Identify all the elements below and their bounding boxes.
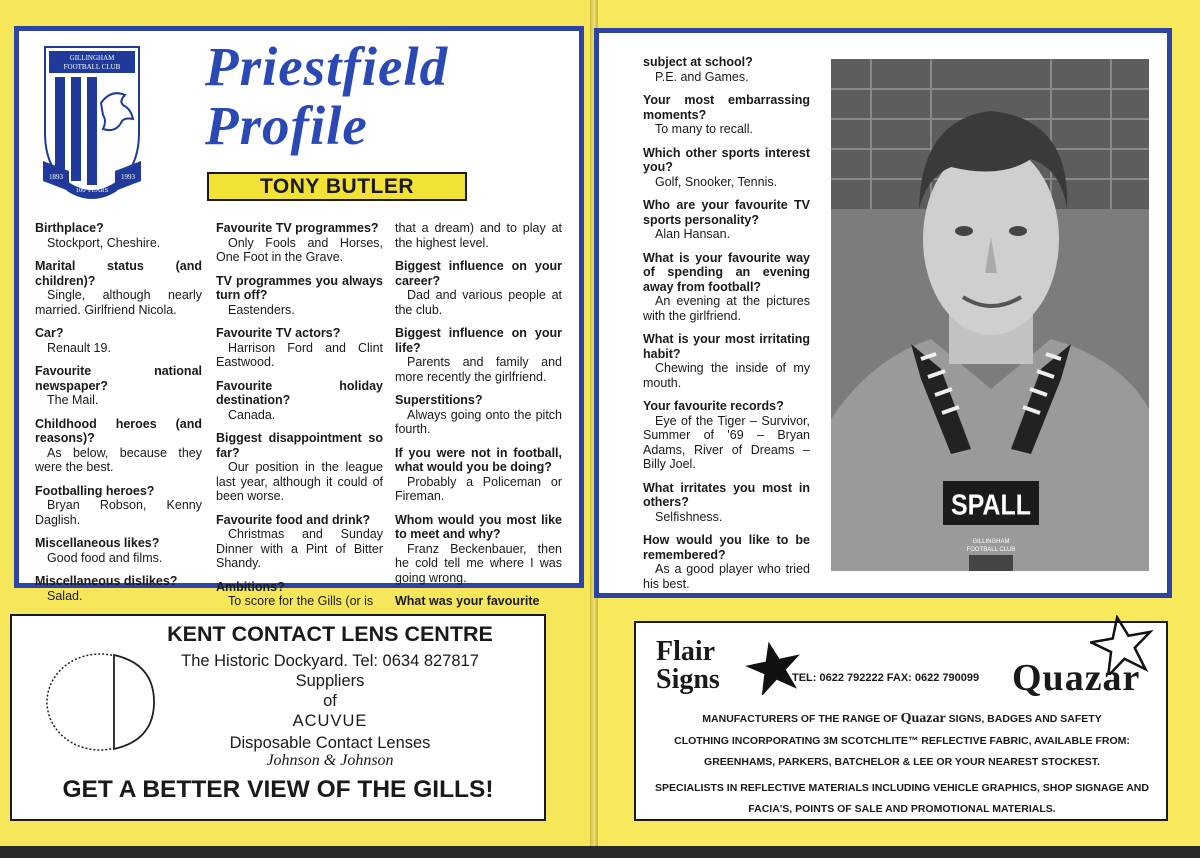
ad-tagline: GET A BETTER VIEW OF THE GILLS! xyxy=(62,776,494,803)
qa-answer: To score for the Gills (or is xyxy=(228,594,374,608)
qa-question: subject at school? xyxy=(643,55,753,69)
ad-line-1 xyxy=(646,709,1158,729)
qa-question: What is your favourite way of spending an evening away from football? xyxy=(643,250,810,294)
qa-answer: Alan Hansan. xyxy=(655,227,731,241)
qa-item xyxy=(395,393,562,437)
qa-item xyxy=(35,221,202,250)
kent-contact-lens-ad xyxy=(10,614,546,821)
qa-column-2 xyxy=(216,221,383,618)
title-line-1: Priestfield xyxy=(205,36,449,97)
ad-line-5: FACIA'S, POINTS OF SALE AND PROMOTIONAL MATERIALS. xyxy=(748,803,1056,815)
qa-item xyxy=(216,431,383,504)
interview-panel xyxy=(594,28,1172,598)
qa-question: Whom would you most like to meet and why? xyxy=(395,512,562,541)
qa-answer: Stockport, Cheshire. xyxy=(47,235,161,250)
qa-question: Your favourite records? xyxy=(643,399,784,413)
ad-maker: Johnson & Johnson xyxy=(266,752,394,769)
qa-item xyxy=(35,326,202,355)
qa-item xyxy=(216,513,383,571)
qa-answer: Dad and various people at the club. xyxy=(395,288,562,317)
qa-answer: Chewing the inside of my mouth. xyxy=(643,361,810,390)
qa-answer: As a good player who tried his best. xyxy=(643,562,810,591)
qa-column-4 xyxy=(643,55,810,600)
qa-item xyxy=(643,146,810,190)
ad-heading: KENT CONTACT LENS CENTRE xyxy=(167,622,493,646)
qa-question: Marital status (and children)? xyxy=(35,259,202,288)
club-crest-icon xyxy=(39,43,145,199)
crest-ribbon: 100 YEARS xyxy=(75,187,109,194)
qa-item xyxy=(395,259,562,317)
ad-line-1-post: SIGNS, BADGES AND SAFETY xyxy=(948,713,1102,725)
qa-item xyxy=(643,251,810,324)
flair-signs-ad xyxy=(634,621,1168,821)
qa-answer: Good food and films. xyxy=(47,550,163,565)
qa-question: Superstitions? xyxy=(395,393,483,407)
qa-item xyxy=(35,259,202,317)
ad-brand: ACUVUE xyxy=(292,712,368,730)
qa-item xyxy=(35,364,202,408)
qa-question: Childhood heroes (and reasons)? xyxy=(35,416,202,445)
qa-item xyxy=(216,379,383,423)
qa-answer: Always going onto the pitch fourth. xyxy=(395,407,562,436)
qa-answer: Bryan Robson, Kenny Daglish. xyxy=(35,498,202,527)
quazar-star-icon xyxy=(1090,615,1154,675)
crest-club-top: GILLINGHAM xyxy=(69,54,115,62)
qa-question: Miscellaneous dislikes? xyxy=(35,574,178,588)
ad-product: Disposable Contact Lenses xyxy=(229,734,431,752)
qa-item xyxy=(643,533,810,591)
qa-item xyxy=(35,536,202,565)
ad-line-4: SPECIALISTS IN REFLECTIVE MATERIALS INCLUDING VEHICLE GRAPHICS, SHOP SIGNAGE AND xyxy=(655,782,1149,794)
player-photo-image xyxy=(831,59,1149,571)
qa-question: TV programmes you always turn off? xyxy=(216,273,383,302)
badge-line-1: GILLINGHAM xyxy=(972,539,1010,545)
title-line-2: Profile xyxy=(205,95,368,156)
qa-answer: Renault 19. xyxy=(47,340,111,355)
qa-question: How would you like to be remembered? xyxy=(643,533,810,562)
badge-line-2: FOOTBALL CLUB xyxy=(966,547,1016,553)
qa-question: If you were not in football, what would you be doing? xyxy=(395,445,562,474)
qa-question: Biggest disappointment so far? xyxy=(216,431,383,460)
ad-suppliers: Suppliers xyxy=(295,672,365,690)
qa-item xyxy=(216,580,383,609)
qa-answer: Only Fools and Horses, One Foot in the Grave. xyxy=(216,235,383,264)
qa-question: Which other sports interest you? xyxy=(643,145,810,174)
qa-answer: Selfishness. xyxy=(655,509,723,524)
crest-year-left: 1893 xyxy=(49,173,63,181)
qa-question: Footballing heroes? xyxy=(35,483,155,498)
star-icon xyxy=(744,639,804,695)
qa-item xyxy=(643,481,810,525)
qa-item xyxy=(395,513,562,586)
qa-item xyxy=(395,446,562,504)
qa-question: Your most embarrassing moments? xyxy=(643,93,810,122)
qa-question: Birthplace? xyxy=(35,221,104,235)
profile-panel xyxy=(14,26,584,608)
qa-item xyxy=(216,274,383,318)
qa-answer: To many to recall. xyxy=(655,122,753,136)
quazar-logo: Quazar xyxy=(1012,657,1141,699)
qa-question: What irritates you most in others? xyxy=(643,480,810,509)
qa-item xyxy=(35,484,202,528)
qa-question: Ambitions? xyxy=(216,579,285,594)
qa-question: What is your most irritating habit? xyxy=(643,332,810,361)
flair-line-1: Flair xyxy=(656,636,716,667)
ad-line-1-brand: Quazar xyxy=(900,711,946,726)
qa-question: Car? xyxy=(35,326,64,340)
sponsor-text: SPALL xyxy=(950,488,1032,521)
qa-column-3 xyxy=(395,221,562,609)
qa-answer: Our position in the league last year, although it could of been worse. xyxy=(216,460,383,503)
qa-question: Miscellaneous likes? xyxy=(35,536,160,550)
qa-question: Biggest influence on your life? xyxy=(395,326,562,355)
qa-item xyxy=(35,574,202,603)
page-title xyxy=(205,37,448,155)
qa-item xyxy=(643,332,810,390)
qa-question: Favourite food and drink? xyxy=(216,512,371,527)
qa-item xyxy=(643,55,810,84)
qa-question: What was your favourite xyxy=(395,594,540,608)
qa-answer: The Mail. xyxy=(47,393,99,407)
qa-item xyxy=(643,93,810,137)
qa-answer: Eastenders. xyxy=(228,302,295,317)
qa-answer: Franz Beckenbauer, then he cold tell me where I was going wrong. xyxy=(395,541,562,585)
player-name: TONY BUTLER xyxy=(207,172,467,201)
qa-item xyxy=(35,417,202,475)
qa-question: Favourite holiday destination? xyxy=(216,378,383,407)
ad-of: of xyxy=(323,692,337,710)
qa-answer: Single, although nearly married. Girlfriend Nicola. xyxy=(35,288,202,317)
qa-answer: Harrison Ford and Clint Eastwood. xyxy=(216,340,383,369)
flair-line-2: Signs xyxy=(656,664,720,695)
qa-answer: An evening at the pictures with the girlfriend. xyxy=(643,294,810,323)
qa-answer: Salad. xyxy=(47,588,83,603)
qa-question: Biggest influence on your career? xyxy=(395,259,562,288)
qa-item xyxy=(216,221,383,265)
ad-line-3: GREENHAMS, PARKERS, BATCHELOR & LEE OR YOUR NEAREST STOCKEST. xyxy=(704,756,1100,768)
qa-item xyxy=(643,399,810,472)
crest-year-right: 1993 xyxy=(121,173,135,181)
qa-question: Who are your favourite TV sports personality? xyxy=(643,198,810,227)
qa-question: Favourite TV actors? xyxy=(216,326,341,340)
ad-line-1-pre: MANUFACTURERS OF THE RANGE OF xyxy=(702,713,898,725)
qa-answer: Canada. xyxy=(228,407,276,422)
crest-club-bottom: FOOTBALL CLUB xyxy=(63,63,121,71)
qa-item xyxy=(395,326,562,384)
ad-phone: TEL: 0622 792222 FAX: 0622 790099 xyxy=(792,672,980,684)
qa-item xyxy=(643,198,810,242)
ad-address: The Historic Dockyard. Tel: 0634 827817 xyxy=(181,652,479,670)
flair-signs-logo xyxy=(656,638,720,694)
qa-question: Favourite national newspaper? xyxy=(35,364,202,393)
qa-answer: Christmas and Sunday Dinner with a Pint of Bitter Shandy. xyxy=(216,527,383,570)
page-bottom-edge xyxy=(0,846,1200,858)
qa-answer: P.E. and Games. xyxy=(655,69,749,84)
qa-continuation: that a dream) and to play at the highest level. xyxy=(395,221,562,250)
qa-answer: Probably a Policeman or Fireman. xyxy=(395,474,562,503)
qa-answer: Golf, Snooker, Tennis. xyxy=(655,174,778,189)
qa-column-1 xyxy=(35,221,202,612)
qa-answer: Parents and family and more recently the girlfriend. xyxy=(395,355,562,384)
qa-answer: Eye of the Tiger – Survivor, Summer of '69 – Bryan Adams, River of Dreams – Billy Joel. xyxy=(643,413,810,471)
player-photo xyxy=(831,59,1149,571)
qa-answer: As below, because they were the best. xyxy=(35,445,202,474)
qa-question: Favourite TV programmes? xyxy=(216,221,379,235)
qa-item xyxy=(216,326,383,370)
ad-line-2: CLOTHING INCORPORATING 3M SCOTCHLITE™ REFLECTIVE FABRIC, AVAILABLE FROM: xyxy=(674,735,1130,747)
